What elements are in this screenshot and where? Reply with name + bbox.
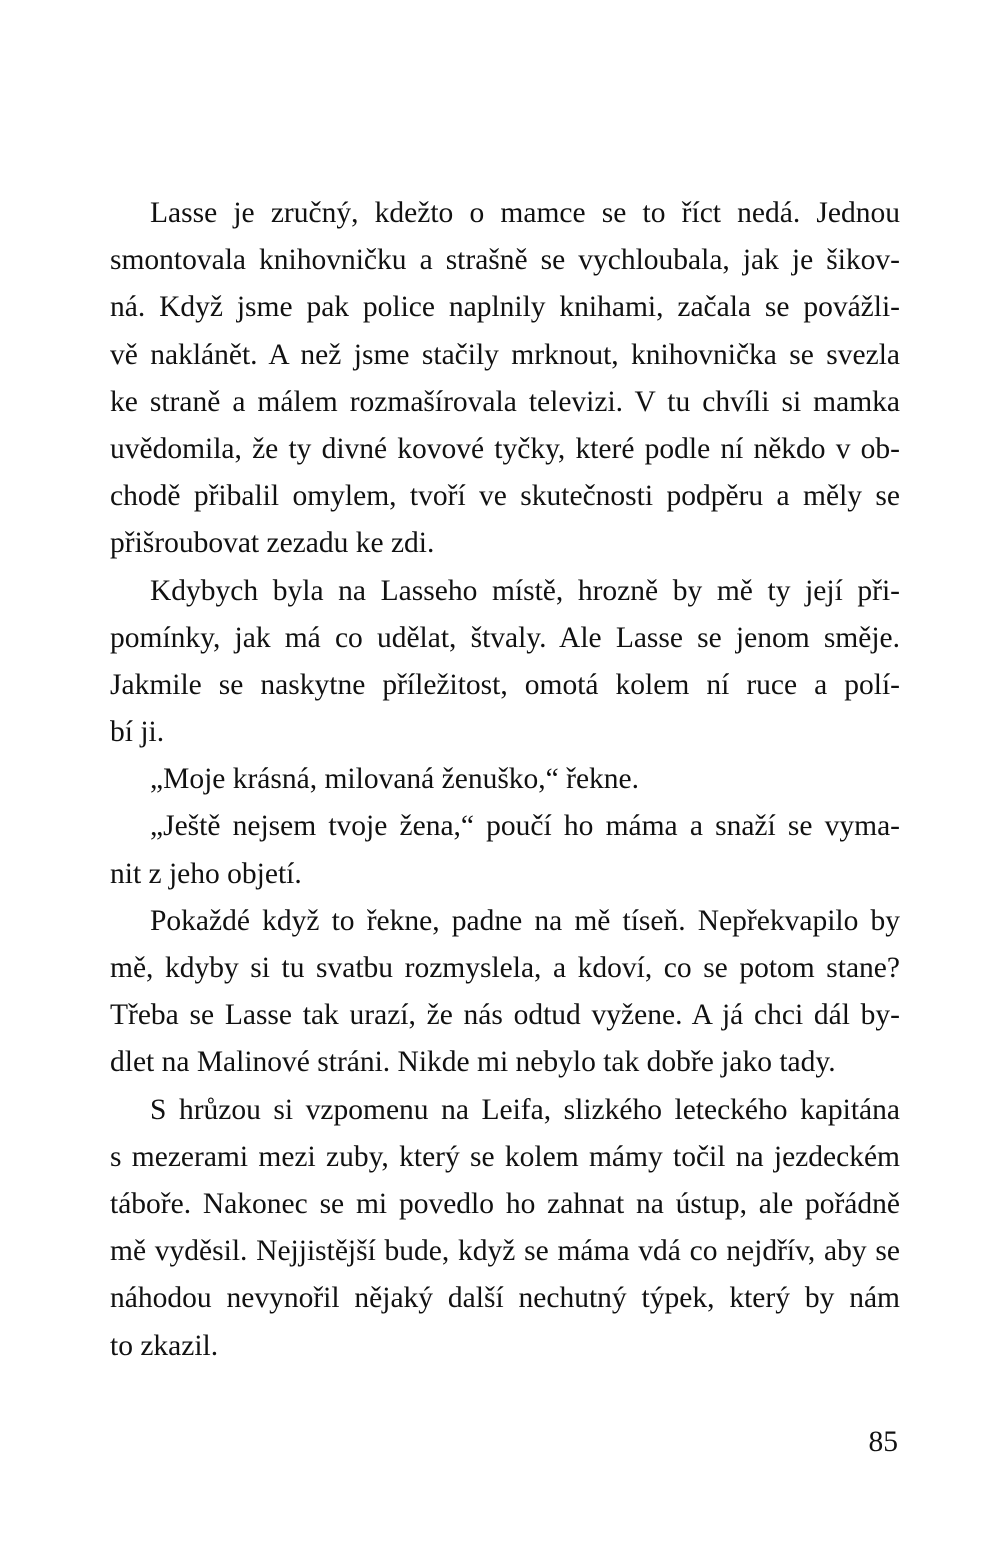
text-line: „Ještě nejsem tvoje žena,“ poučí ho máma a snaží se vyma- [150,810,900,843]
text-line: vě naklánět. A než jsme stačily mrknout, knihovnička se svezla [110,338,900,371]
text-line: dlet na Malinové stráni. Nikde mi nebylo tak dobře jako tady. [110,1046,836,1079]
text-line: mě, kdyby si tu svatbu rozmyslela, a kdoví, co se potom stane? [110,952,900,984]
text-line: Třeba se Lasse tak urazí, že nás odtud vyžene. A já chci dál by- [110,999,900,1032]
text-line: táboře. Nakonec se mi povedlo ho zahnat na ústup, ale pořádně [110,1187,900,1220]
text-line: přišroubovat zezadu ke zdi. [110,527,435,560]
body-text [110,190,900,1370]
page-number: 85 [868,1426,898,1458]
text-line: pomínky, jak má co udělat, štvaly. Ale Lasse se jenom směje. [110,621,900,654]
text-line: Pokaždé když to řekne, padne na mě tíseň. Nepřekvapilo by [150,904,900,937]
text-line: ná. Když jsme pak police naplnily knihami, začala se povážli- [110,291,900,324]
text-line: s mezerami mezi zuby, který se kolem mámy točil na jezdeckém [110,1140,900,1173]
text-line: chodě přibalil omylem, tvoří ve skutečnosti podpěru a měly se [110,480,900,513]
text-line: to zkazil. [110,1329,219,1362]
text-line: S hrůzou si vzpomenu na Leifa, slizkého leteckého kapitána [150,1093,900,1126]
text-line: smontovala knihovničku a strašně se vychloubala, jak je šikov- [110,244,900,277]
text-line: náhodou nevynořil nějaký další nechutný týpek, který by nám [110,1282,900,1315]
text-line: ke straně a málem rozmašírovala televizi. V tu chvíli si mamka [110,385,900,418]
text-line: Jakmile se naskytne příležitost, omotá kolem ní ruce a polí- [110,668,900,701]
text-line: uvědomila, že ty divné kovové tyčky, které podle ní někdo v ob- [110,432,900,465]
text-line: Lasse je zručný, kdežto o mamce se to říct nedá. Jednou [150,197,900,229]
text-line: mě vyděsil. Nejjistější bude, když se máma vdá co nejdřív, aby se [110,1235,900,1268]
text-line: bí ji. [110,716,165,749]
text-line: „Moje krásná, milovaná ženuško,“ řekne. [150,763,640,796]
text-line: Kdybych byla na Lasseho místě, hrozně by mě ty její při- [150,574,900,607]
text-line: nit z jeho objetí. [110,857,302,890]
